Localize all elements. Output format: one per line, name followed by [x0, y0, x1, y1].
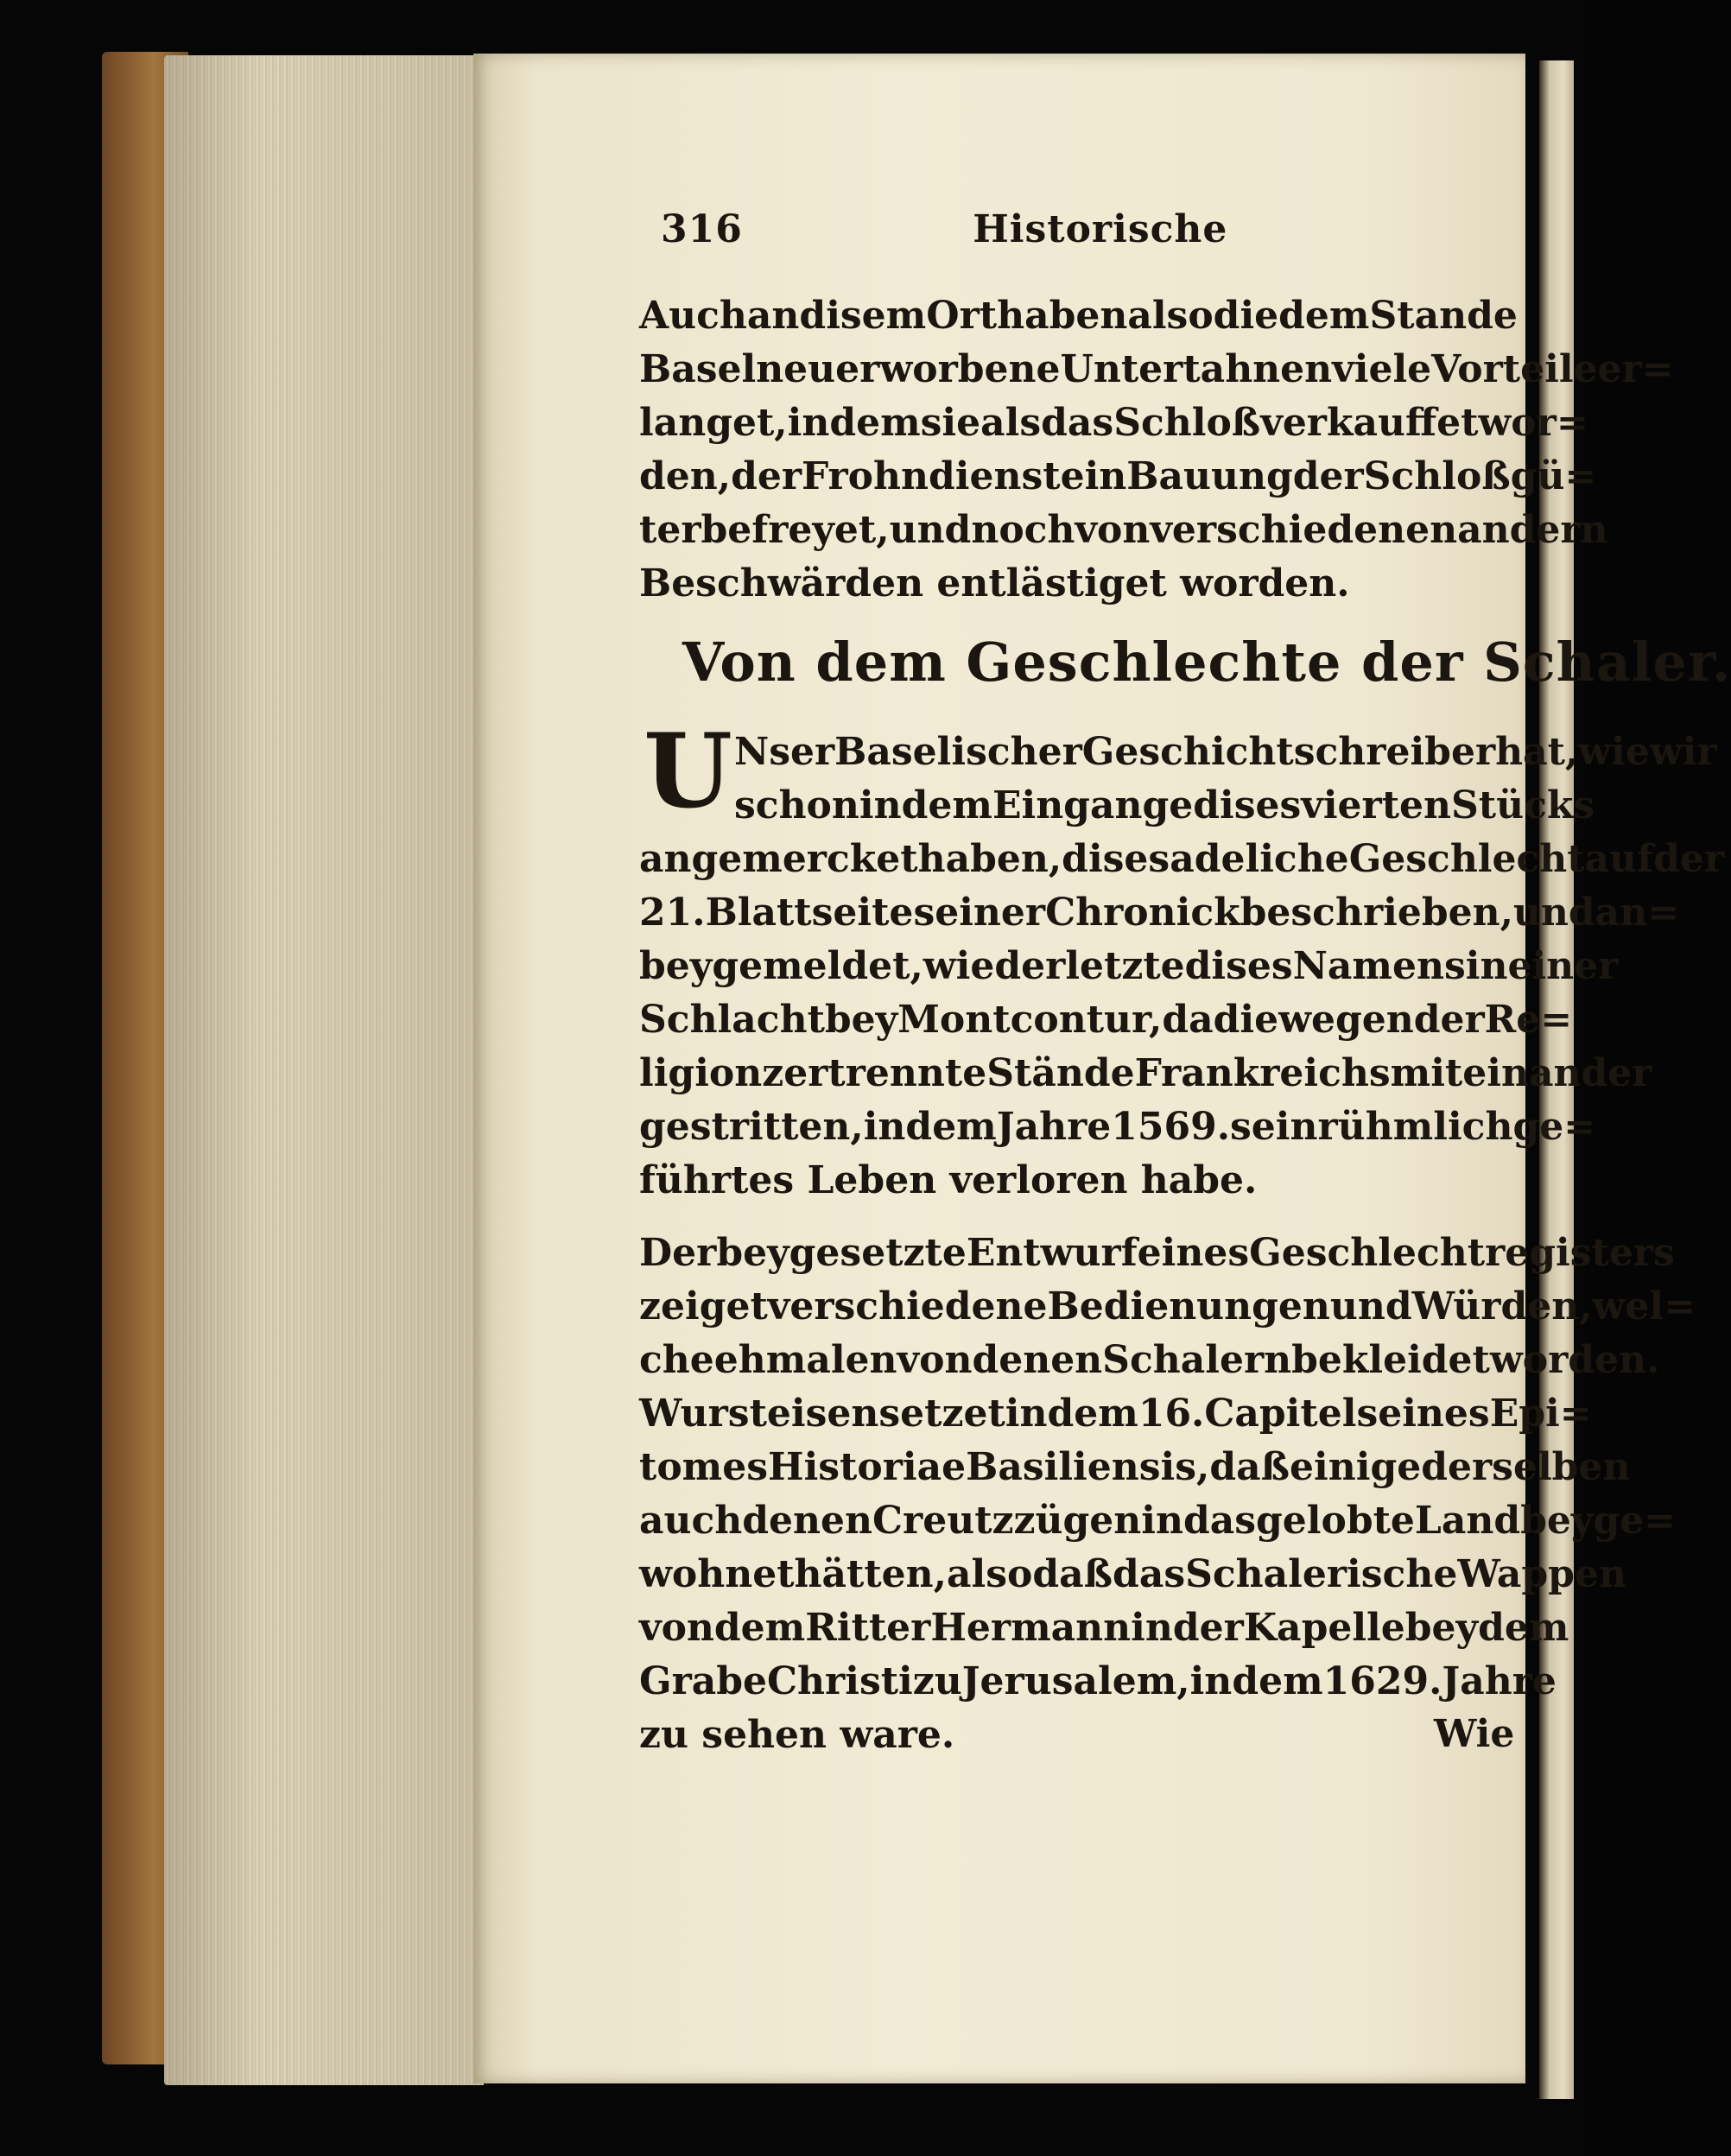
text-line: Schlacht bey Montcontur, da die wegen der Re=: [639, 998, 1573, 1042]
text-line: gestritten, in dem Jahre 1569. sein rühmlich ge=: [639, 1105, 1596, 1149]
catchword: Wie: [1434, 1712, 1515, 1756]
text-line: tomes Historiae Basiliensis, daß einige derselben: [639, 1445, 1631, 1489]
text-line: auch denen Creutzzügen in das gelobte Land beyge=: [639, 1499, 1677, 1543]
text-line: Nser Baselischer Geschichtschreiber hat, wie wir: [734, 730, 1717, 774]
text-line: den, der Frohndienste in Bauung der Schloßgü=: [639, 454, 1597, 498]
page-block-edges: [164, 55, 484, 2085]
paragraph-2: [639, 711, 1725, 1208]
paragraph-1: [639, 289, 1674, 611]
text-line: zeiget verschiedene Bedienungen und Würden, wel=: [639, 1284, 1696, 1328]
text-line: Beschwärden entlästiget worden.: [639, 561, 1350, 606]
text-line: angemercket haben, dises adeliche Geschlecht auf der: [639, 837, 1725, 881]
paragraph-3: [639, 1227, 1696, 1762]
section-heading: Von dem Geschlechte der Schaler.: [682, 631, 1731, 694]
text-line: schon in dem Eingange dises vierten Stücks: [734, 783, 1595, 828]
page-number: 316: [661, 207, 743, 251]
drop-capital: U: [644, 711, 732, 831]
running-head: [661, 207, 1227, 251]
text-line: langet, indem sie als das Schloß verkauffet wor=: [639, 401, 1588, 445]
text-line: che ehmalen von denen Schalern bekleidet worden.: [639, 1338, 1660, 1382]
text-line: 21. Blattseite seiner Chronick beschrieben, und an=: [639, 891, 1680, 935]
text-line: Auch an disem Ort haben also die dem Stande: [639, 294, 1518, 338]
running-title: Historische: [973, 207, 1228, 251]
text-line: wohnet hätten, also daß das Schalerische Wappen: [639, 1552, 1626, 1596]
text-line: ter befreyet, und noch von verschiedenen andern: [639, 508, 1608, 552]
text-line: Der beygesetzte Entwurf eines Geschlechtregisters: [639, 1231, 1675, 1275]
text-line: Grabe Christi zu Jerusalem, in dem 1629. Jahre: [639, 1659, 1557, 1703]
text-line: Wursteisen setzet in dem 16. Capitel seines Epi=: [639, 1392, 1592, 1436]
text-line: bey gemeldet, wie der letzte dises Namens in einer: [639, 944, 1619, 988]
text-line: von dem Ritter Hermann in der Kapelle bey dem: [639, 1606, 1569, 1650]
text-line: ligion zertrennte Stände Frankreichs mit einander: [639, 1051, 1652, 1095]
text-line: Basel neuerworbene Untertahnen viele Vorteile er=: [639, 347, 1674, 391]
text-line: zu sehen ware.: [639, 1713, 955, 1757]
text-line: führtes Leben verloren habe.: [639, 1158, 1258, 1202]
